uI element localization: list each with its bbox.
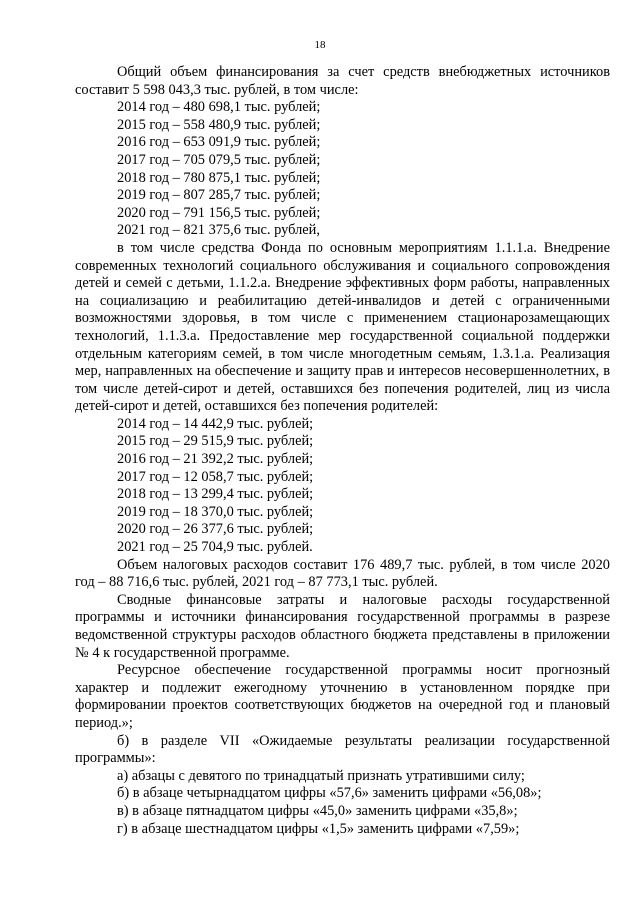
list-item: 2017 год – 12 058,7 тыс. рублей; bbox=[117, 468, 314, 485]
amendment-item-v: в) в абзаце пятнадцатом цифры «45,0» заменить цифрами «35,8»; bbox=[117, 802, 518, 819]
list-item: 2017 год – 705 079,5 тыс. рублей; bbox=[117, 151, 321, 168]
paragraph-consolidated-costs: Сводные финансовые затраты и налоговые расходы государственной программы и источники финансирования государственной программы в разрезе ведомственной структуры расходов областного бюджета представлены в приложении № 4 к государственной программе. bbox=[75, 591, 610, 661]
total-by-year-list bbox=[75, 99, 610, 240]
list-item: 2019 год – 807 285,7 тыс. рублей; bbox=[117, 187, 321, 204]
paragraph-total-intro: Общий объем финансирования за счет средств внебюджетных источников составит 5 598 043,3 тыс. рублей, в том числе: bbox=[75, 64, 610, 98]
amendment-item-a: а) абзацы с девятого по тринадцатый признать утратившими силу; bbox=[117, 767, 525, 784]
amendment-item-g: г) в абзаце шестнадцатом цифры «1,5» заменить цифрами «7,59»; bbox=[117, 820, 520, 837]
fund-by-year-list bbox=[75, 416, 610, 557]
document-body bbox=[75, 64, 610, 838]
paragraph-section-vii: б) в разделе VII «Ожидаемые результаты реализации государственной программы»: bbox=[75, 732, 610, 767]
list-item: 2014 год – 480 698,1 тыс. рублей; bbox=[117, 99, 321, 116]
paragraph-fund-intro: в том числе средства Фонда по основным мероприятиям 1.1.1.а. Внедрение современных технологий социального обслуживания и социального сопровождения детей и семей с детьми, 1.1.2.а. Внедрение эффективных форм работы, направленных на социализацию и реабилитацию детей-инвалидов и детей с ограниченными возможностями здоровья, в том числе с применением стационарозамещающих технологий, 1.1.3.а. Предоставление мер государственной социальной поддержки отдельным категориям семей, в том числе многодетным семьям, 1.3.1.а. Реализация мер, направленных на обеспечение и защиту прав и интересов несовершеннолетних, в том числе детей-сирот и детей, оставшихся без попечения родителей, лиц из числа детей-сирот и детей, оставшихся без попечения родителей: bbox=[75, 239, 610, 415]
page-number: 18 bbox=[314, 39, 326, 51]
paragraph-resource-provision: Ресурсное обеспечение государственной программы носит прогнозный характер и подлежит ежегодному уточнению в установленном порядке при формировании проектов соответствующих бюджетов на очередной год и плановый период.»; bbox=[75, 662, 610, 731]
list-item: 2018 год – 780 875,1 тыс. рублей; bbox=[117, 169, 321, 186]
list-item: 2015 год – 558 480,9 тыс. рублей; bbox=[117, 116, 321, 133]
list-item: 2016 год – 653 091,9 тыс. рублей; bbox=[117, 134, 321, 151]
amendment-item-b: б) в абзаце четырнадцатом цифры «57,6» заменить цифрами «56,08»; bbox=[117, 785, 542, 802]
list-item: 2019 год – 18 370,0 тыс. рублей; bbox=[117, 503, 314, 520]
list-item: 2014 год – 14 442,9 тыс. рублей; bbox=[117, 415, 314, 432]
paragraph-tax-expenses: Объем налоговых расходов составит 176 489,7 тыс. рублей, в том числе 2020 год – 88 716,6 тыс. рублей, 2021 год – 87 773,1 тыс. рублей. bbox=[75, 556, 610, 591]
list-item: 2021 год – 25 704,9 тыс. рублей. bbox=[117, 539, 313, 556]
list-item: 2015 год – 29 515,9 тыс. рублей; bbox=[117, 433, 314, 450]
list-item: 2020 год – 791 156,5 тыс. рублей; bbox=[117, 204, 321, 221]
list-item: 2020 год – 26 377,6 тыс. рублей; bbox=[117, 521, 314, 538]
list-item: 2016 год – 21 392,2 тыс. рублей; bbox=[117, 451, 314, 468]
list-item: 2018 год – 13 299,4 тыс. рублей; bbox=[117, 486, 314, 503]
list-item: 2021 год – 821 375,6 тыс. рублей, bbox=[117, 222, 320, 239]
